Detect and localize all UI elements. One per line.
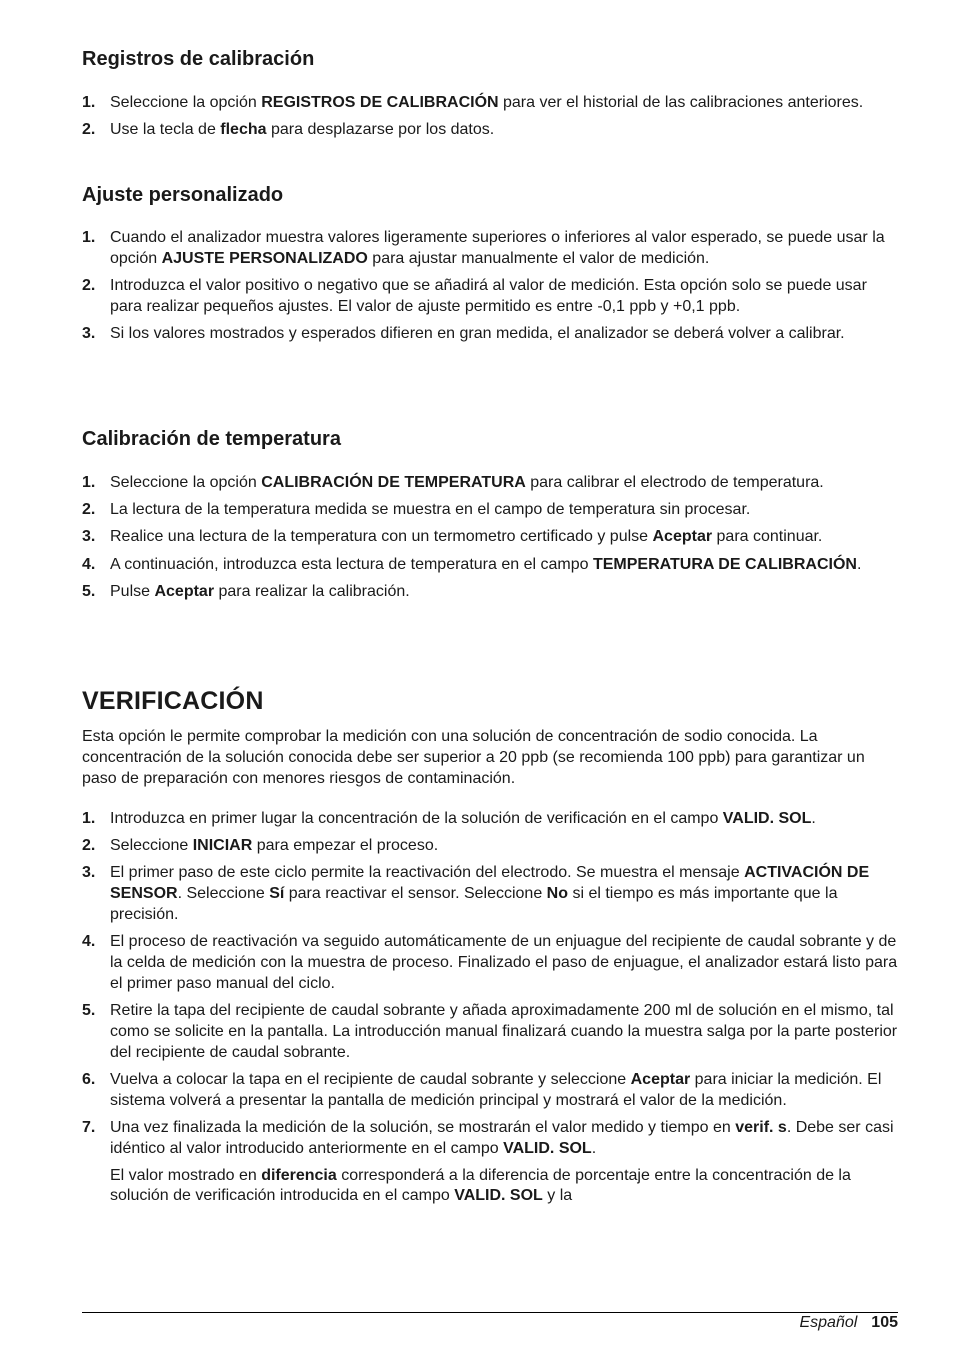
list-item-text — [110, 556, 861, 573]
text-run: Seleccione la opción — [110, 94, 262, 111]
bold-term: Aceptar — [154, 582, 215, 600]
bold-term: verif. s — [735, 1118, 787, 1136]
bold-term: diferencia — [261, 1166, 337, 1184]
text-run: para reactivar el sensor. Seleccione — [284, 885, 547, 903]
list-item — [82, 473, 898, 494]
heading-verificacion: VERIFICACIÓN — [82, 687, 264, 715]
list-item-text — [110, 325, 845, 342]
list-item-number: 5. — [82, 1001, 96, 1019]
text-run: para continuar. — [712, 528, 823, 546]
sub-paragraph-text — [110, 1167, 851, 1205]
list-item-text — [110, 864, 869, 923]
list-item — [82, 228, 898, 270]
text-run: Introduzca el valor positivo o negativo que se añadirá al valor de medición. Esta opción solo se puede usar para realizar pequeños ajustes. El valor de ajuste permitido es entre -0,1 ppb y +0,1 ppb. — [110, 276, 867, 315]
list-item — [82, 527, 898, 548]
bold-term: REGISTROS DE CALIBRACIÓN — [261, 94, 499, 111]
list-item — [82, 863, 898, 925]
list-item — [82, 836, 898, 857]
list-item — [82, 809, 898, 830]
list-item-text — [110, 1002, 897, 1061]
text-run: Vuelva a colocar la tapa en el recipiente de caudal sobrante y seleccione — [110, 1070, 631, 1088]
page-number: 105 — [871, 1314, 898, 1331]
text-run: Realice una lectura de la temperatura con un termometro certificado y pulse — [110, 528, 653, 546]
list-item-number: 5. — [82, 582, 96, 600]
list-item-text — [110, 501, 750, 518]
list-item — [82, 93, 898, 114]
list-item-number: 1. — [82, 94, 96, 111]
list-item-text — [110, 277, 867, 315]
text-run: Introduzca en primer lugar la concentración de la solución de verificación en el campo — [110, 810, 723, 827]
text-run: para ajustar manualmente el valor de medición. — [367, 249, 710, 267]
text-run: para calibrar el electrodo de temperatura. — [525, 474, 824, 491]
list-item-text — [110, 837, 438, 854]
list-item-number: 2. — [82, 121, 96, 139]
text-run: Cuando el analizador muestra valores ligeramente superiores o inferiores al valor esperado, se puede usar la opción — [110, 229, 885, 267]
text-run: para empezar el proceso. — [252, 837, 439, 855]
bold-term: TEMPERATURA DE CALIBRACIÓN — [592, 555, 857, 573]
list-item — [82, 324, 898, 345]
text-run: El primer paso de este ciclo permite la reactivación del electrodo. Se muestra el mensaje — [110, 864, 745, 882]
text-run: . — [591, 1139, 597, 1157]
list-item-text — [110, 121, 494, 138]
text-run: El valor mostrado en — [110, 1166, 262, 1184]
list-sub-paragraph — [82, 1166, 898, 1208]
text-run: Seleccione la opción — [110, 474, 262, 491]
list-item-text — [110, 810, 816, 827]
text-run: para ver el historial de las calibraciones anteriores. — [498, 94, 864, 111]
list-item-number: 4. — [82, 555, 96, 573]
heading-temperatura: Calibración de temperatura — [82, 428, 341, 450]
list-registros — [82, 93, 898, 147]
text-run: Retire la tapa del recipiente de caudal sobrante y añada aproximadamente 200 ml de solución en el mismo, tal como se solicite en la pantalla. La introducción manual finalizará cuando la muestra salga por la parte posterior del recipiente de caudal sobrante. — [110, 1001, 898, 1061]
text-run: A continuación, introduzca esta lectura de temperatura en el campo — [110, 555, 593, 573]
list-item-number: 1. — [82, 229, 96, 246]
list-verificacion — [82, 809, 898, 1214]
bold-term: Sí — [269, 885, 285, 903]
list-item-number: 1. — [82, 810, 96, 827]
list-item-text — [110, 94, 863, 111]
bold-term: CALIBRACIÓN DE TEMPERATURA — [261, 474, 526, 491]
list-item-text — [110, 229, 885, 267]
list-temperatura — [82, 473, 898, 609]
text-run: para desplazarse por los datos. — [266, 121, 495, 139]
bold-term: AJUSTE PERSONALIZADO — [161, 249, 368, 267]
page-footer — [799, 1313, 898, 1333]
list-item-text — [110, 583, 410, 600]
text-run: Una vez finalizada la medición de la solución, se mostrarán el valor medido y tiempo en — [110, 1118, 736, 1136]
list-item — [82, 1070, 898, 1112]
text-run: El proceso de reactivación va seguido automáticamente de un enjuague del recipiente de caudal sobrante y de la celda de medición con la muestra de proceso. Finalizado el paso de enjuague, el analizador estará listo para el primer paso manual del ciclo. — [110, 933, 898, 992]
bold-term: VALID. SOL — [722, 810, 812, 827]
bold-term: ACTIVACIÓN DE SENSOR — [110, 864, 870, 903]
list-item — [82, 582, 898, 603]
bold-term: INICIAR — [192, 837, 253, 855]
list-item-number: 6. — [82, 1070, 96, 1088]
list-item-number: 3. — [82, 864, 96, 882]
list-item-text — [110, 1071, 881, 1109]
list-item — [82, 500, 898, 521]
bold-term: Aceptar — [630, 1070, 691, 1088]
list-item — [82, 932, 898, 994]
footer-rule — [82, 1312, 898, 1313]
list-item — [82, 555, 898, 576]
list-item — [82, 276, 898, 318]
text-run: . — [856, 555, 862, 573]
text-run: . — [811, 810, 816, 827]
heading-ajuste: Ajuste personalizado — [82, 184, 284, 206]
bold-term: Aceptar — [652, 528, 713, 546]
bold-term: VALID. SOL — [454, 1187, 543, 1205]
text-run: Pulse — [110, 582, 155, 600]
text-run: . Debe ser casi idéntico al valor introducido anteriormente en el campo — [110, 1118, 894, 1157]
text-run: si el tiempo es más importante que la precisión. — [110, 885, 838, 923]
heading-registros: Registros de calibración — [82, 48, 315, 70]
text-run: corresponderá a la diferencia de porcentaje entre la concentración de la solución de verificación introducida en el campo — [110, 1166, 851, 1205]
intro-verificacion: Esta opción le permite comprobar la medición con una solución de concentración de sodio conocida. La concentración de la solución conocida debe ser superior a 20 ppb (se recomienda 100 ppb) para garantizar un paso de preparación con menores riesgos de contaminación. — [82, 728, 865, 787]
text-run: Si los valores mostrados y esperados difieren en gran medida, el analizador se deberá volver a calibrar. — [110, 324, 845, 342]
list-item — [82, 1118, 898, 1160]
text-run: La lectura de la temperatura medida se muestra en el campo de temperatura sin procesar. — [110, 501, 751, 519]
list-item-text — [110, 1119, 894, 1157]
list-item-number: 7. — [82, 1118, 96, 1136]
list-item-number: 2. — [82, 837, 96, 855]
list-ajuste — [82, 228, 898, 351]
list-item-text — [110, 933, 897, 992]
list-item-number: 3. — [82, 324, 96, 342]
list-item — [82, 1001, 898, 1063]
text-run: Use la tecla de — [110, 121, 221, 139]
bold-term: flecha — [220, 121, 267, 139]
footer-language: Español — [799, 1314, 858, 1331]
list-item-number: 2. — [82, 276, 96, 294]
list-item-number: 3. — [82, 528, 96, 546]
text-run: . Seleccione — [177, 885, 270, 903]
list-item-text — [110, 474, 824, 491]
list-item-number: 1. — [82, 474, 96, 491]
list-item-number: 2. — [82, 501, 96, 519]
list-item — [82, 120, 898, 141]
list-item-text — [110, 528, 822, 545]
text-run: y la — [542, 1187, 573, 1205]
text-run: Seleccione — [110, 837, 193, 855]
text-run: para iniciar la medición. El sistema volverá a presentar la pantalla de medición principal y mostrará el valor de la medición. — [110, 1070, 882, 1109]
bold-term: VALID. SOL — [503, 1139, 592, 1157]
text-run: para realizar la calibración. — [214, 582, 410, 600]
bold-term: No — [546, 885, 568, 903]
list-item-number: 4. — [82, 933, 96, 951]
